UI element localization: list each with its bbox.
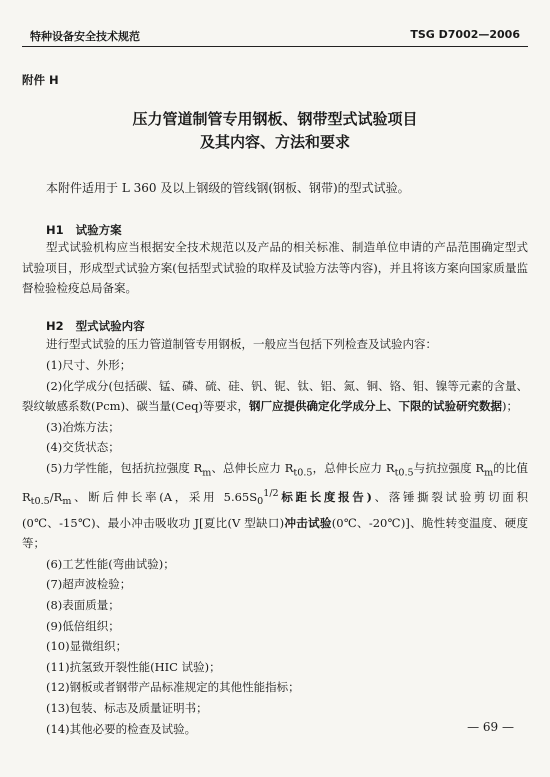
page-number: — 69 — bbox=[467, 720, 514, 734]
section-h1-body: 型式试验机构应当根据安全技术规范以及产品的相关标准、制造单位申请的产品范围确定型式试验项目，形成型式试验方案(包括型式试验的取样及试验方法等内容)，并且将该方案向国家质量监督检验检疫总局备案。 bbox=[22, 240, 528, 295]
item-2-end: )； bbox=[502, 399, 518, 414]
item-5-part: (5)力学性能，包括抗拉强度 R bbox=[46, 460, 203, 475]
item-5-part: 与抗拉强度 R bbox=[413, 460, 485, 475]
list-item: (6)工艺性能(弯曲试验)； bbox=[46, 556, 175, 571]
header-series: 特种设备安全技术规范 bbox=[30, 30, 140, 43]
list-item: (9)低倍组织； bbox=[46, 618, 120, 633]
list-item: (12)钢板或者钢带产品标准规定的其他性能指标； bbox=[46, 680, 300, 695]
item-5-part: /R bbox=[49, 489, 63, 504]
item-5-bold: 冲击试验 bbox=[284, 515, 332, 530]
subscript: t0.5 bbox=[30, 495, 50, 507]
subscript: m bbox=[62, 495, 72, 507]
subscript: m bbox=[484, 467, 494, 479]
list-item: (1)尺寸、外形； bbox=[46, 358, 132, 372]
list-item bbox=[22, 376, 528, 417]
section-h2-title: 型式试验内容 bbox=[75, 319, 145, 333]
subscript: t0.5 bbox=[394, 467, 414, 479]
subscript: 0 bbox=[257, 495, 264, 507]
section-h1-heading bbox=[46, 222, 122, 238]
item-2-text: (2)化学成分(包括碳、锰、磷、硫、硅、钒、铌、钛、铝、氮、铜、铬、钼、镍等元素的含量、裂纹敏感系数(Pcm)、碳当量(Ceq)等要求， bbox=[22, 378, 528, 414]
title-line-1: 压力管道制管专用钢板、钢带型式试验项目 bbox=[132, 110, 418, 128]
superscript: 1/2 bbox=[263, 487, 279, 499]
intro-paragraph: 本附件适用于 L 360 及以上钢级的管线钢(钢板、钢带)的型式试验。 bbox=[46, 181, 410, 195]
list-item: (7)超声波检验； bbox=[46, 577, 132, 592]
inspection-list bbox=[22, 355, 528, 739]
list-item: (4)交货状态； bbox=[46, 440, 120, 455]
header-code: TSG D7002—2006 bbox=[410, 28, 520, 41]
section-h2-heading bbox=[46, 318, 145, 334]
page-title bbox=[0, 108, 550, 154]
list-item: (10)显微组织； bbox=[46, 639, 128, 654]
section-h1-title: 试验方案 bbox=[75, 223, 122, 237]
list-item: (14)其他必要的检查及试验。 bbox=[46, 721, 197, 736]
list-item: (3)冶炼方法； bbox=[46, 419, 120, 434]
section-h2-number: H2 bbox=[46, 319, 64, 333]
item-5-part: (0℃、-20℃)]、脆性转变温度、硬度等； bbox=[22, 515, 528, 551]
item-5-bold: 标距长度报告) bbox=[278, 489, 372, 504]
list-item: (13)包装、标志及质量证明书； bbox=[46, 700, 208, 715]
item-5-part: 、落锤撕裂试验剪切面积(0℃、-15℃)、最小冲击吸收功 J[夏比(V 型缺口) bbox=[22, 489, 528, 530]
annex-label: 附件 H bbox=[22, 73, 59, 87]
title-line-2: 及其内容、方法和要求 bbox=[199, 133, 350, 151]
item-2-bold: 钢厂应提供确定化学成分上、下限的试验研究数据 bbox=[249, 399, 502, 414]
item-5-part: 的比值 R bbox=[22, 460, 528, 504]
list-item: (11)抗氢致开裂性能(HIC 试验)； bbox=[46, 659, 221, 674]
section-h1-number: H1 bbox=[46, 223, 64, 237]
list-item bbox=[22, 458, 528, 554]
subscript: t0.5 bbox=[293, 467, 313, 479]
list-item: (8)表面质量； bbox=[46, 597, 120, 612]
subscript: m bbox=[202, 467, 212, 479]
item-5-part: 、断后伸长率(A，采用 5.65S bbox=[71, 489, 258, 504]
item-5-part: ，总伸长应力 R bbox=[312, 460, 395, 475]
item-5-part: 、总伸长应力 R bbox=[211, 460, 294, 475]
running-header bbox=[22, 24, 528, 47]
section-h2-body: 进行型式试验的压力管道制管专用钢板，一般应当包括下列检查及试验内容： bbox=[46, 337, 437, 351]
